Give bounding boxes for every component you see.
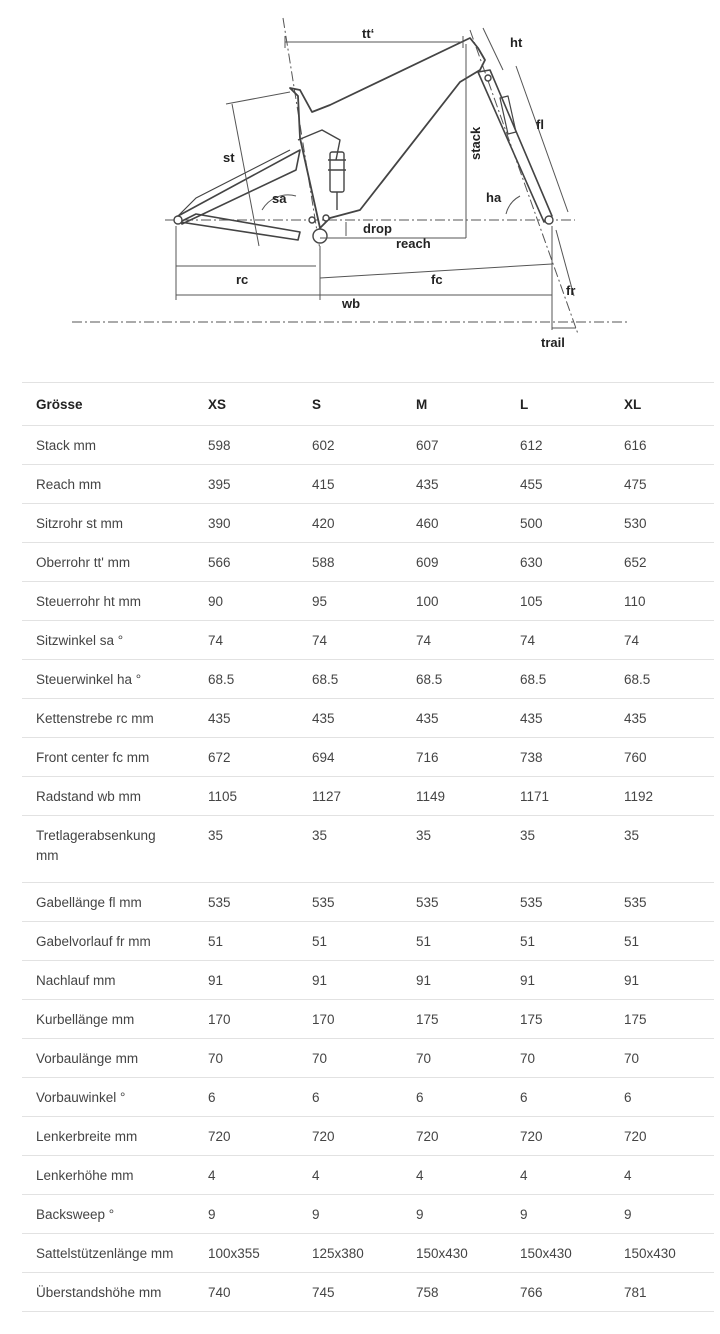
table-row [22,738,714,777]
table-row [22,922,714,961]
table-cell: 6 [194,1078,298,1117]
label-sa: sa [272,191,287,206]
table-cell: 435 [610,699,714,738]
table-cell: 745 [298,1273,402,1312]
table-cell: 6 [506,1078,610,1117]
label-drop: drop [363,221,392,236]
table-cell: 475 [610,465,714,504]
table-cell: 51 [298,922,402,961]
table-row [22,816,714,883]
header-s: S [298,383,402,426]
table-cell: 70 [194,1039,298,1078]
table-cell: 91 [506,961,610,1000]
row-label: Gabellänge fl mm [22,883,194,922]
label-fr: fr [566,283,576,298]
table-row [22,660,714,699]
label-rc: rc [236,272,249,287]
table-cell: 455 [506,465,610,504]
row-label: Reach mm [22,465,194,504]
table-cell: 68.5 [402,660,506,699]
table-cell: 105 [506,582,610,621]
row-label: Sitzrohr st mm [22,504,194,543]
table-cell: 74 [298,621,402,660]
table-cell: 720 [402,1117,506,1156]
table-cell: 535 [610,883,714,922]
table-cell: 435 [402,699,506,738]
table-cell: 125x380 [298,1234,402,1273]
table-cell: 51 [402,922,506,961]
row-label: Lenkerhöhe mm [22,1156,194,1195]
label-fc: fc [431,272,443,287]
table-cell: 70 [610,1039,714,1078]
table-cell: 716 [402,738,506,777]
table-cell: 9 [610,1195,714,1234]
table-row [22,621,714,660]
row-label: Sitzwinkel sa ° [22,621,194,660]
table-row [22,961,714,1000]
label-ht: ht [510,35,523,50]
rear-shock [328,152,346,210]
table-cell: 9 [506,1195,610,1234]
label-fl: fl [536,117,544,132]
table-cell: 91 [194,961,298,1000]
geometry-table [22,382,714,1312]
row-label: Nachlauf mm [22,961,194,1000]
row-label: Radstand wb mm [22,777,194,816]
table-cell: 90 [194,582,298,621]
table-cell: 100x355 [194,1234,298,1273]
table-cell: 175 [506,1000,610,1039]
table-cell: 4 [402,1156,506,1195]
table-cell: 35 [298,816,402,883]
table-row [22,1117,714,1156]
table-cell: 35 [610,816,714,883]
table-row [22,426,714,465]
table-cell: 766 [506,1273,610,1312]
label-ha: ha [486,190,502,205]
table-cell: 9 [298,1195,402,1234]
table-cell: 35 [506,816,610,883]
table-cell: 1105 [194,777,298,816]
table-row [22,883,714,922]
table-row [22,699,714,738]
table-cell: 612 [506,426,610,465]
header-size: Grösse [22,383,194,426]
table-row [22,1039,714,1078]
table-cell: 35 [194,816,298,883]
header-l: L [506,383,610,426]
table-cell: 150x430 [610,1234,714,1273]
table-cell: 6 [610,1078,714,1117]
table-cell: 4 [506,1156,610,1195]
table-cell: 530 [610,504,714,543]
table-row [22,777,714,816]
table-cell: 1127 [298,777,402,816]
table-cell: 598 [194,426,298,465]
table-cell: 91 [610,961,714,1000]
table-row [22,504,714,543]
row-label: Tretlagerabsenkung mm [22,816,194,883]
table-cell: 68.5 [298,660,402,699]
table-row [22,1234,714,1273]
label-stack: stack [468,126,483,160]
row-label: Oberrohr tt' mm [22,543,194,582]
table-cell: 740 [194,1273,298,1312]
table-cell: 70 [506,1039,610,1078]
table-cell: 566 [194,543,298,582]
table-cell: 4 [298,1156,402,1195]
geometry-diagram [0,0,720,360]
table-cell: 390 [194,504,298,543]
table-cell: 720 [610,1117,714,1156]
table-cell: 68.5 [194,660,298,699]
table-cell: 175 [610,1000,714,1039]
label-reach: reach [396,236,431,251]
table-cell: 720 [298,1117,402,1156]
table-cell: 74 [610,621,714,660]
row-label: Gabelvorlauf fr mm [22,922,194,961]
table-cell: 9 [402,1195,506,1234]
table-cell: 435 [402,465,506,504]
table-cell: 4 [610,1156,714,1195]
table-cell: 110 [610,582,714,621]
table-cell: 170 [298,1000,402,1039]
row-label: Kettenstrebe rc mm [22,699,194,738]
table-cell: 720 [506,1117,610,1156]
table-row [22,1156,714,1195]
table-cell: 535 [194,883,298,922]
table-cell: 95 [298,582,402,621]
table-cell: 435 [298,699,402,738]
label-wb: wb [342,296,361,311]
row-label: Steuerrohr ht mm [22,582,194,621]
table-cell: 9 [194,1195,298,1234]
table-cell: 607 [402,426,506,465]
table-cell: 35 [402,816,506,883]
table-cell: 602 [298,426,402,465]
table-cell: 500 [506,504,610,543]
table-cell: 415 [298,465,402,504]
table-cell: 435 [194,699,298,738]
table-cell: 758 [402,1273,506,1312]
table-row [22,1078,714,1117]
row-label: Überstandshöhe mm [22,1273,194,1312]
row-label: Stack mm [22,426,194,465]
table-row [22,1273,714,1312]
table-cell: 535 [506,883,610,922]
table-cell: 6 [402,1078,506,1117]
table-cell: 720 [194,1117,298,1156]
table-cell: 1171 [506,777,610,816]
seat-axis-line [283,18,320,250]
header-m: M [402,383,506,426]
table-row [22,1000,714,1039]
table-cell: 91 [298,961,402,1000]
table-cell: 609 [402,543,506,582]
row-label: Backsweep ° [22,1195,194,1234]
table-cell: 74 [402,621,506,660]
table-cell: 51 [506,922,610,961]
table-row [22,582,714,621]
table-cell: 738 [506,738,610,777]
row-label: Lenkerbreite mm [22,1117,194,1156]
bike-frame [178,38,552,240]
row-label: Steuerwinkel ha ° [22,660,194,699]
table-cell: 1149 [402,777,506,816]
table-cell: 616 [610,426,714,465]
table-cell: 68.5 [506,660,610,699]
table-cell: 70 [402,1039,506,1078]
table-cell: 51 [194,922,298,961]
table-cell: 68.5 [610,660,714,699]
table-cell: 672 [194,738,298,777]
table-cell: 74 [506,621,610,660]
table-cell: 70 [298,1039,402,1078]
row-label: Kurbellänge mm [22,1000,194,1039]
table-cell: 781 [610,1273,714,1312]
table-row [22,543,714,582]
table-cell: 51 [610,922,714,961]
label-st: st [223,150,235,165]
table-cell: 175 [402,1000,506,1039]
table-cell: 91 [402,961,506,1000]
label-trail: trail [541,335,565,350]
table-cell: 652 [610,543,714,582]
table-cell: 100 [402,582,506,621]
table-cell: 170 [194,1000,298,1039]
table-cell: 4 [194,1156,298,1195]
row-label: Vorbauwinkel ° [22,1078,194,1117]
table-cell: 1192 [610,777,714,816]
table-cell: 694 [298,738,402,777]
table-cell: 760 [610,738,714,777]
table-cell: 535 [298,883,402,922]
table-header-row [22,383,714,426]
table-cell: 150x430 [402,1234,506,1273]
table-cell: 420 [298,504,402,543]
table-cell: 74 [194,621,298,660]
header-xl: XL [610,383,714,426]
header-xs: XS [194,383,298,426]
table-cell: 435 [506,699,610,738]
table-cell: 395 [194,465,298,504]
table-row [22,465,714,504]
table-cell: 588 [298,543,402,582]
label-tt: tt‘ [362,26,375,41]
row-label: Front center fc mm [22,738,194,777]
table-cell: 460 [402,504,506,543]
table-cell: 630 [506,543,610,582]
row-label: Vorbaulänge mm [22,1039,194,1078]
table-cell: 150x430 [506,1234,610,1273]
row-label: Sattelstützenlänge mm [22,1234,194,1273]
table-cell: 535 [402,883,506,922]
table-row [22,1195,714,1234]
table-cell: 6 [298,1078,402,1117]
